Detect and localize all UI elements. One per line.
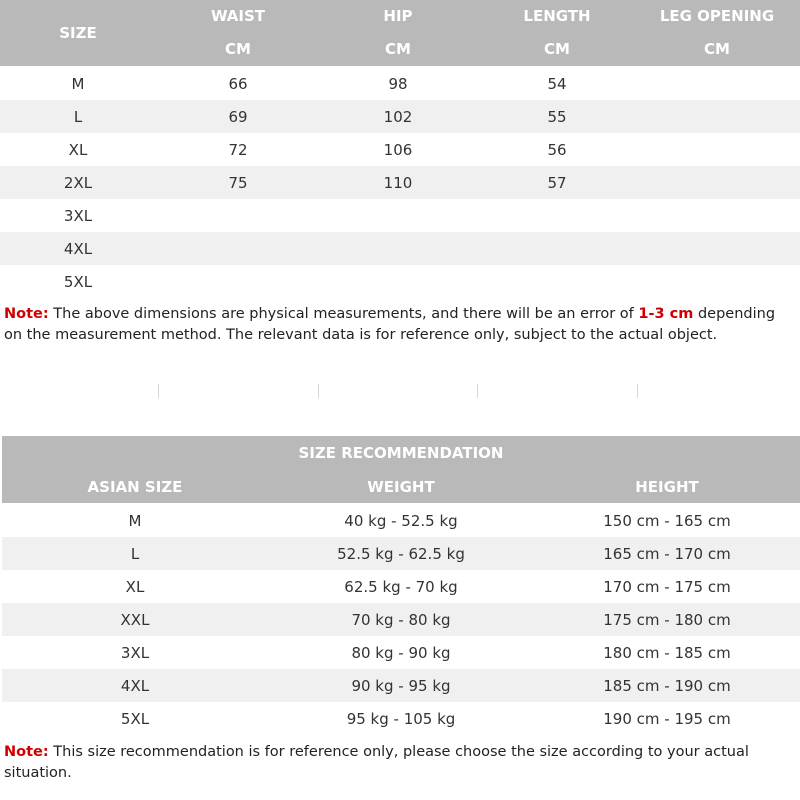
note-label: Note: (4, 744, 49, 760)
waist-cell: 72 (228, 141, 248, 159)
size-cell: M (128, 512, 142, 530)
table-row (0, 232, 800, 265)
table-row (0, 100, 800, 133)
recommendation-title: SIZE RECOMMENDATION (298, 444, 504, 462)
note-text: This size recommendation is for reference only, please choose the size according to your actual situation. (4, 744, 749, 781)
height-cell: 165 cm - 170 cm (603, 545, 731, 563)
size-cell: 4XL (120, 677, 150, 695)
header-hip-unit: CM (385, 40, 411, 58)
table-row (0, 199, 800, 232)
size-cell: XL (68, 141, 88, 159)
waist-cell: 69 (228, 108, 248, 126)
hip-cell: 98 (388, 75, 408, 93)
height-cell: 175 cm - 180 cm (603, 611, 731, 629)
header-height: HEIGHT (635, 478, 699, 496)
height-cell: 180 cm - 185 cm (603, 644, 731, 662)
separator-line (477, 384, 478, 398)
hip-cell: 106 (383, 141, 413, 159)
separator-line (637, 384, 638, 398)
weight-cell: 95 kg - 105 kg (346, 710, 456, 728)
size-cell: XL (125, 578, 145, 596)
table-row (0, 133, 800, 166)
header-weight: WEIGHT (367, 478, 435, 496)
measurement-note (4, 304, 796, 346)
size-cell: L (73, 108, 83, 126)
recommendation-note (4, 742, 796, 784)
table-row (2, 702, 800, 735)
separator-line (318, 384, 319, 398)
header-size: SIZE (59, 24, 97, 42)
size-cell: XXL (120, 611, 150, 629)
size-cell: 4XL (63, 240, 93, 258)
size-cell: L (130, 545, 140, 563)
header-asian-size: ASIAN SIZE (87, 478, 183, 496)
table-row (2, 504, 800, 537)
header-waist-unit: CM (225, 40, 251, 58)
length-cell: 54 (547, 75, 567, 93)
size-cell: M (71, 75, 85, 93)
size-cell: 3XL (63, 207, 93, 225)
height-cell: 185 cm - 190 cm (603, 677, 731, 695)
recommendation-table-header (2, 436, 800, 503)
header-length: LENGTH (523, 7, 591, 25)
weight-cell: 52.5 kg - 62.5 kg (337, 545, 465, 563)
measurement-table-header (0, 0, 800, 66)
weight-cell: 70 kg - 80 kg (351, 611, 451, 629)
recommendation-table-body (2, 504, 800, 735)
header-length-unit: CM (544, 40, 570, 58)
length-cell: 57 (547, 174, 567, 192)
height-cell: 150 cm - 165 cm (603, 512, 731, 530)
waist-cell: 66 (228, 75, 248, 93)
size-cell: 3XL (120, 644, 150, 662)
size-cell: 5XL (63, 273, 93, 291)
height-cell: 170 cm - 175 cm (603, 578, 731, 596)
note-text: The above dimensions are physical measurements, and there will be an error of (48, 306, 639, 322)
table-row (2, 570, 800, 603)
table-row (2, 669, 800, 702)
weight-cell: 80 kg - 90 kg (351, 644, 451, 662)
table-row (2, 603, 800, 636)
length-cell: 55 (547, 108, 567, 126)
note-text-end: depending on the measurement method. The relevant data is for reference only, subject to the actual object. (4, 306, 776, 343)
table-row (2, 636, 800, 669)
weight-cell: 40 kg - 52.5 kg (344, 512, 458, 530)
height-cell: 190 cm - 195 cm (603, 710, 731, 728)
hip-cell: 102 (383, 108, 413, 126)
header-hip: HIP (383, 7, 413, 25)
length-cell: 56 (547, 141, 567, 159)
table-row (0, 166, 800, 199)
header-leg-opening-unit: CM (704, 40, 730, 58)
size-cell: 5XL (120, 710, 150, 728)
weight-cell: 62.5 kg - 70 kg (344, 578, 458, 596)
hip-cell: 110 (383, 174, 413, 192)
note-label: Note: (4, 306, 49, 322)
weight-cell: 90 kg - 95 kg (351, 677, 451, 695)
header-waist: WAIST (210, 7, 266, 25)
header-leg-opening: LEG OPENING (659, 7, 775, 25)
table-row (0, 265, 800, 298)
separator-line (158, 384, 159, 398)
size-cell: 2XL (63, 174, 93, 192)
table-row (0, 67, 800, 100)
measurement-table-body (0, 67, 800, 298)
table-row (2, 537, 800, 570)
note-error-range: 1-3 cm (638, 306, 694, 322)
column-separators (0, 384, 800, 398)
waist-cell: 75 (228, 174, 248, 192)
